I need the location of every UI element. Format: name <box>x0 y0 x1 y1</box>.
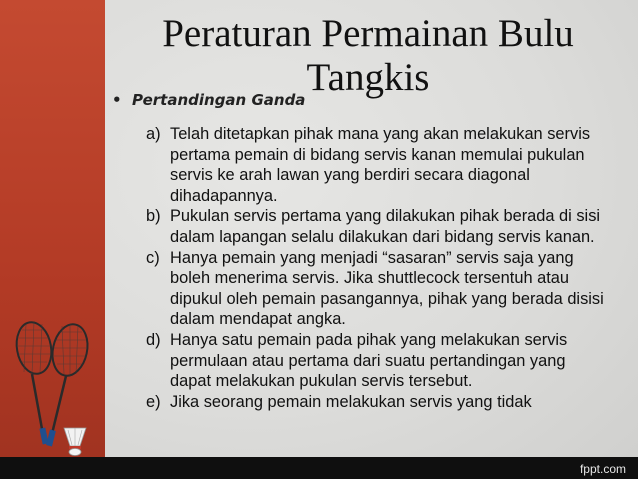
sidebar-accent <box>0 0 105 479</box>
bullet-marker: • <box>112 91 122 109</box>
list-marker: a) <box>146 125 161 143</box>
list-item <box>146 124 606 206</box>
list-item-text: Hanya pemain yang menjadi “sasaran” servis saja yang boleh menerima servis. Jika shuttlecock tersentuh atau dipukul oleh pemain pasangannya, pihak yang berada disisi dalam mendapat angka. <box>170 248 604 329</box>
footer-brand: fppt.com <box>579 462 626 476</box>
footer-bar <box>0 457 638 479</box>
list-marker: e) <box>146 392 161 411</box>
bullet-text: Pertandingan Ganda <box>132 91 306 109</box>
list-item-text: Pukulan servis pertama yang dilakukan pihak berada di sisi dalam lapangan selalu dilakukan dari bidang servis kanan. <box>170 207 601 246</box>
list-marker: c) <box>146 248 160 267</box>
list-marker: b) <box>146 207 161 226</box>
list-item <box>146 248 606 330</box>
list-item <box>146 206 606 247</box>
list-item-text: Telah ditetapkan pihak mana yang akan melakukan servis pertama pemain di bidang servis kanan memulai pukulan servis ke arah lawan yang berdiri secara diagonal dihadapannya. <box>170 125 591 205</box>
list-item <box>146 330 606 392</box>
rules-list <box>146 124 606 412</box>
list-item-text: Jika seorang pemain melakukan servis yang tidak <box>170 392 532 411</box>
list-item <box>146 392 606 413</box>
badminton-rackets-icon <box>0 320 105 460</box>
bullet-heading <box>112 91 305 109</box>
shuttlecock-icon <box>64 428 86 456</box>
list-item-text: Hanya satu pemain pada pihak yang melakukan servis permulaan atau pertama dari suatu pertandingan yang dapat melakukan pukulan servis tersebut. <box>170 330 568 391</box>
list-marker: d) <box>146 330 161 349</box>
slide-title: Peraturan Permainan Bulu Tangkis <box>162 12 574 99</box>
